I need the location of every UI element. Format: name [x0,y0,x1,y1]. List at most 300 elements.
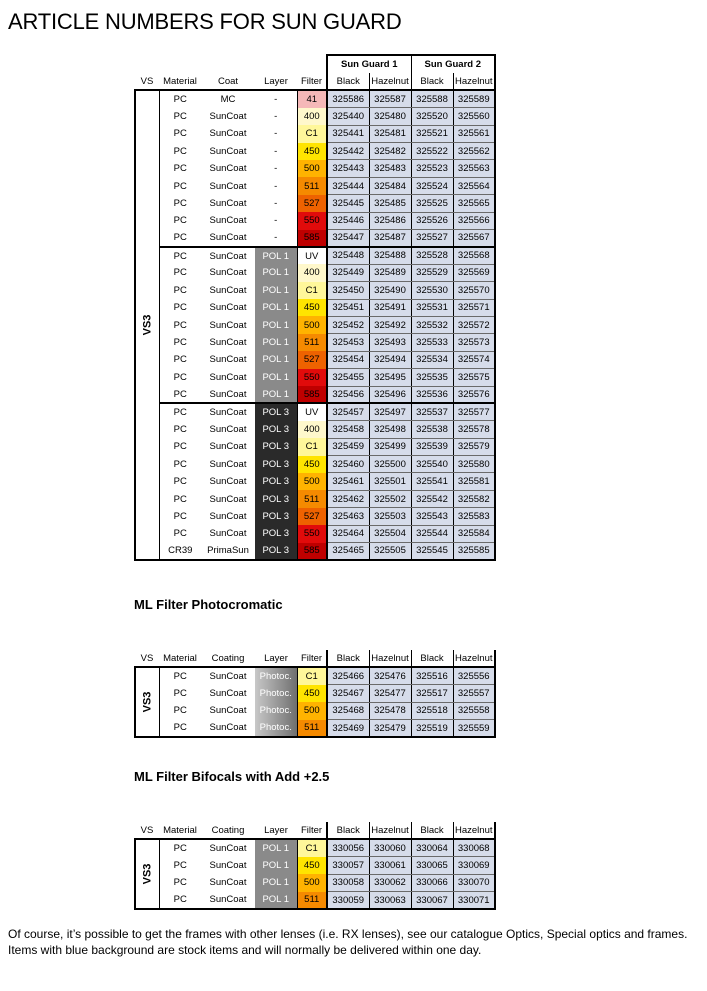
article-number-cell: 330068 [453,839,495,856]
layer-cell: POL 1 [255,386,297,403]
coat-cell: SunCoat [209,319,247,331]
article-number-cell: 330066 [411,874,453,891]
coat-cell: SunCoat [209,493,247,505]
article-number-cell: 325467 [327,685,369,702]
article-number-cell: 325536 [411,386,453,403]
material-cell: PC [173,163,187,175]
article-number-cell: 325586 [327,90,369,107]
coat-cell: SunCoat [201,247,255,264]
material-cell: PC [159,90,201,107]
layer-cell: POL 1 [255,334,297,351]
coat-cell: SunCoat [209,163,247,175]
article-number-cell: 330056 [327,839,369,856]
filter-cell: 41 [297,90,327,107]
layer-cell: POL 1 [255,839,297,856]
column-header-layer: Layer [264,652,288,664]
article-number-cell: 325572 [453,316,495,333]
article-number-cell: 325532 [411,316,453,333]
coat-cell: SunCoat [201,230,255,247]
article-number-cell: 325562 [453,143,495,160]
material-cell: PC [173,319,187,331]
article-number-cell: 325519 [411,720,453,737]
material-cell: PC [173,528,187,540]
material-cell: PC [159,839,201,856]
article-number-cell: 325459 [327,438,369,455]
material-cell: PC [159,720,201,737]
article-number-cell: 325530 [411,282,453,299]
table-row [135,456,495,473]
layer-cell: POL 3 [255,473,297,490]
article-number-cell: 325556 [453,667,495,684]
article-number-cell: 325533 [411,334,453,351]
layer-cell: POL 3 [255,525,297,542]
layer-cell: - [255,230,297,247]
coat-cell: SunCoat [209,705,247,717]
layer-cell: POL 1 [255,351,297,368]
coat-cell: SunCoat [201,667,255,684]
layer-cell: POL 1 [255,299,297,316]
article-number-cell: 325589 [453,90,495,107]
article-number-cell: 325588 [411,90,453,107]
material-cell: PC [173,284,187,296]
layer-cell: Photoc. [255,702,297,719]
filter-cell: 585 [297,543,327,560]
table-row [135,720,495,737]
coat-cell: SunCoat [209,510,247,522]
article-number-cell: 325490 [369,282,411,299]
filter-cell: 450 [297,456,327,473]
article-number-cell: 325583 [453,508,495,525]
article-number-cell: 325581 [453,473,495,490]
article-number-cell: 325527 [411,230,453,247]
article-number-cell: 330062 [369,874,411,891]
article-number-cell: 325539 [411,438,453,455]
article-number-cell: 325560 [453,108,495,125]
table-row [135,299,495,316]
article-number-cell: 325442 [327,143,369,160]
article-number-cell: 325502 [369,490,411,507]
article-number-cell: 325528 [411,247,453,264]
coat-cell: SunCoat [209,441,247,453]
coat-cell: SunCoat [209,458,247,470]
coat-cell: PrimaSun [201,543,255,560]
material-cell: PC [173,877,187,889]
coat-cell: SunCoat [209,859,247,871]
material-cell: PC [173,476,187,488]
table-row [135,892,495,909]
table-row [135,667,495,684]
article-number-cell: 325535 [411,369,453,386]
filter-cell: 511 [297,334,327,351]
filter-cell: 527 [297,351,327,368]
article-number-cell: 325521 [411,125,453,142]
material-cell: PC [159,386,201,403]
coat-cell: SunCoat [201,403,255,420]
bifocals-table [134,822,496,910]
table-row [135,195,495,212]
header-spacer [201,55,255,73]
column-header-coating: Coating [211,652,245,664]
article-number-cell: 325457 [327,403,369,420]
filter-cell: 400 [297,421,327,438]
article-number-cell: 325568 [453,247,495,264]
article-number-cell: 325446 [327,212,369,229]
table-row [135,702,495,719]
material-cell: PC [173,510,187,522]
article-number-cell: 330063 [369,892,411,909]
article-number-cell: 325488 [369,247,411,264]
column-header-layer: Layer [264,75,288,87]
layer-cell: POL 1 [255,264,297,281]
filter-cell: 500 [297,160,327,177]
material-cell: PC [173,180,187,192]
article-number-cell: 325582 [453,490,495,507]
material-cell: PC [173,354,187,366]
article-number-cell: 325469 [327,720,369,737]
article-number-cell: 325571 [453,299,495,316]
article-number-cell: 325525 [411,195,453,212]
material-cell: PC [173,371,187,383]
table-row [135,369,495,386]
layer-cell: Photoc. [255,685,297,702]
column-header-vs: VS [140,652,154,664]
article-number-cell: 325566 [453,212,495,229]
column-header-filter: Filter [297,822,327,839]
material-cell: PC [173,128,187,140]
article-number-cell: 325445 [327,195,369,212]
article-number-cell: 325504 [369,525,411,542]
table-row [135,230,495,247]
material-cell: PC [159,403,201,420]
article-number-cell: 325570 [453,282,495,299]
article-number-cell: 325557 [453,685,495,702]
article-number-cell: 330058 [327,874,369,891]
article-number-cell: 330065 [411,857,453,874]
article-number-cell: 325455 [327,369,369,386]
article-number-cell: 330071 [453,892,495,909]
coat-cell: SunCoat [209,110,247,122]
column-header-vs: VS [140,824,154,836]
table-row [135,247,495,264]
article-number-cell: 325453 [327,334,369,351]
coat-cell: SunCoat [209,267,247,279]
article-number-cell: 325464 [327,525,369,542]
article-number-cell: 325479 [369,720,411,737]
filter-cell: 527 [297,508,327,525]
article-number-cell: 325518 [411,702,453,719]
layer-cell: POL 1 [255,282,297,299]
article-number-cell: 325579 [453,438,495,455]
layer-cell: - [255,90,297,107]
vs-label-text: VS3 [141,691,154,713]
layer-cell: POL 1 [255,247,297,264]
header-spacer [159,55,201,73]
article-number-cell: 330069 [453,857,495,874]
coat-cell: SunCoat [209,284,247,296]
article-number-cell: 325462 [327,490,369,507]
filter-cell: 511 [297,720,327,737]
coat-cell: SunCoat [209,180,247,192]
table-row [135,543,495,560]
layer-cell: POL 3 [255,438,297,455]
layer-cell: POL 3 [255,403,297,420]
article-number-cell: 325452 [327,316,369,333]
article-number-cell: 325584 [453,525,495,542]
article-number-cell: 325456 [327,386,369,403]
article-number-cell: 325545 [411,543,453,560]
coat-cell: SunCoat [209,197,247,209]
header-spacer [297,55,327,73]
article-number-cell: 325544 [411,525,453,542]
article-number-cell: 325541 [411,473,453,490]
article-number-cell: 325585 [453,543,495,560]
filter-cell: C1 [297,438,327,455]
article-number-cell: 325486 [369,212,411,229]
vs-label-text: VS3 [141,314,154,336]
layer-cell: - [274,215,278,227]
header-spacer [135,55,159,73]
layer-cell: - [274,145,278,157]
filter-cell: 527 [297,195,327,212]
layer-cell: - [274,128,278,140]
filter-cell: 550 [297,369,327,386]
article-number-cell: 325523 [411,160,453,177]
vs-label [135,90,159,560]
article-number-cell: 325578 [453,421,495,438]
article-number-cell: 325468 [327,702,369,719]
material-cell: PC [173,110,187,122]
column-header-vs: VS [140,75,154,87]
article-number-cell: 325491 [369,299,411,316]
filter-cell: 500 [297,316,327,333]
article-number-cell: 330060 [369,839,411,856]
article-number-cell: 325540 [411,456,453,473]
filter-cell: 450 [297,143,327,160]
article-number-cell: 325476 [369,667,411,684]
coat-cell: SunCoat [209,687,247,699]
layer-cell: - [274,197,278,209]
table-row [135,90,495,107]
bifocals-title: ML Filter Bifocals with Add +2.5 [134,769,330,784]
coat-cell: SunCoat [209,215,247,227]
material-cell: PC [173,441,187,453]
group-header-1: Sun Guard 1 [327,55,411,73]
article-number-cell: 325517 [411,685,453,702]
article-number-cell: 325477 [369,685,411,702]
article-number-cell: 325447 [327,230,369,247]
article-number-cell: 325444 [327,177,369,194]
article-number-cell: 325494 [369,351,411,368]
article-number-cell: 325461 [327,473,369,490]
coat-cell: MC [201,90,255,107]
table-row [135,438,495,455]
table-row [135,351,495,368]
table-row [135,490,495,507]
layer-cell: POL 3 [255,508,297,525]
layer-cell: POL 1 [255,892,297,909]
table-row [135,685,495,702]
article-number-cell: 325450 [327,282,369,299]
filter-cell: 450 [297,299,327,316]
column-header-filter: Filter [297,73,327,90]
filter-cell: 550 [297,212,327,229]
coat-cell: SunCoat [201,839,255,856]
filter-cell: 550 [297,525,327,542]
layer-cell: POL 1 [255,316,297,333]
article-number-cell: 325580 [453,456,495,473]
article-number-cell: 330061 [369,857,411,874]
article-number-cell: 325576 [453,386,495,403]
table-row [135,212,495,229]
filter-cell: 511 [297,490,327,507]
article-number-cell: 325441 [327,125,369,142]
layer-cell: POL 3 [255,421,297,438]
coat-cell: SunCoat [209,145,247,157]
column-header-hazelnut: Hazelnut [453,650,495,667]
article-number-cell: 325564 [453,177,495,194]
article-number-cell: 325451 [327,299,369,316]
article-number-cell: 325561 [453,125,495,142]
material-cell: PC [173,493,187,505]
article-number-cell: 325466 [327,667,369,684]
article-number-cell: 325498 [369,421,411,438]
column-header-black: Black [327,650,369,667]
layer-cell: - [274,180,278,192]
filter-cell: 585 [297,386,327,403]
article-number-cell: 325448 [327,247,369,264]
article-number-cell: 325493 [369,334,411,351]
article-number-cell: 325460 [327,456,369,473]
column-header-coat: Coat [217,75,239,87]
table-row [135,282,495,299]
layer-cell: POL 3 [255,490,297,507]
column-header-hazelnut: Hazelnut [369,650,411,667]
column-header-hazelnut: Hazelnut [369,822,411,839]
article-number-cell: 325499 [369,438,411,455]
material-cell: PC [159,667,201,684]
coat-cell: SunCoat [209,354,247,366]
article-number-cell: 325487 [369,230,411,247]
column-header-black: Black [411,73,453,90]
header-spacer [255,55,297,73]
column-header-hazelnut: Hazelnut [369,73,411,90]
article-number-cell: 325440 [327,108,369,125]
filter-cell: 500 [297,702,327,719]
layer-cell: POL 3 [255,543,297,560]
column-header-black: Black [411,650,453,667]
article-number-cell: 325443 [327,160,369,177]
column-header-material: Material [163,652,197,664]
article-number-cell: 330070 [453,874,495,891]
article-number-cell: 325559 [453,720,495,737]
article-number-cell: 325489 [369,264,411,281]
coat-cell: SunCoat [201,892,255,909]
column-header-hazelnut: Hazelnut [453,73,495,90]
article-number-cell: 325565 [453,195,495,212]
footnote: Of course, it’s possible to get the frames with other lenses (i.e. RX lenses), see our catalogue Optics, Special optics and frames. Items with blue background are stock items and will normally be delivered within one day. [8,927,688,957]
filter-cell: 500 [297,473,327,490]
filter-cell: 400 [297,108,327,125]
article-number-cell: 325537 [411,403,453,420]
table-row [135,160,495,177]
material-cell: PC [173,859,187,871]
material-cell: PC [173,458,187,470]
coat-cell: SunCoat [209,371,247,383]
article-number-cell: 325503 [369,508,411,525]
article-number-cell: 325463 [327,508,369,525]
article-number-cell: 330064 [411,839,453,856]
material-cell: PC [159,247,201,264]
article-number-cell: 325526 [411,212,453,229]
material-cell: PC [159,230,201,247]
article-number-cell: 325531 [411,299,453,316]
column-header-filter: Filter [297,650,327,667]
article-number-cell: 325500 [369,456,411,473]
material-cell: PC [173,337,187,349]
filter-cell: 500 [297,874,327,891]
photochromatic-table [134,650,496,738]
layer-cell: Photoc. [255,720,297,737]
column-header-black: Black [411,822,453,839]
article-number-cell: 325587 [369,90,411,107]
article-number-cell: 325563 [453,160,495,177]
article-number-cell: 325483 [369,160,411,177]
material-cell: CR39 [159,543,201,560]
article-number-cell: 325543 [411,508,453,525]
article-number-cell: 330067 [411,892,453,909]
table-row [135,264,495,281]
table-row [135,525,495,542]
article-number-cell: 325478 [369,702,411,719]
filter-cell: 450 [297,685,327,702]
coat-cell: SunCoat [209,302,247,314]
layer-cell: Photoc. [255,667,297,684]
article-number-cell: 325482 [369,143,411,160]
coat-cell: SunCoat [201,386,255,403]
article-number-cell: 325542 [411,490,453,507]
column-header-black: Black [327,822,369,839]
layer-cell: POL 1 [255,874,297,891]
table-row [135,386,495,403]
material-cell: PC [173,145,187,157]
article-number-cell: 325492 [369,316,411,333]
table-row [135,473,495,490]
table-row [135,125,495,142]
table-row [135,421,495,438]
article-number-cell: 325485 [369,195,411,212]
column-header-black: Black [327,73,369,90]
coat-cell: SunCoat [209,528,247,540]
material-cell: PC [173,215,187,227]
layer-cell: POL 3 [255,456,297,473]
article-number-cell: 330057 [327,857,369,874]
material-cell: PC [173,424,187,435]
article-number-cell: 325458 [327,421,369,438]
filter-cell: C1 [297,282,327,299]
coat-cell: SunCoat [201,720,255,737]
vs-label [135,839,159,909]
article-number-cell: 325524 [411,177,453,194]
coat-cell: SunCoat [209,128,247,140]
article-number-cell: 325496 [369,386,411,403]
layer-cell: POL 1 [255,857,297,874]
table-row [135,403,495,420]
article-number-cell: 325574 [453,351,495,368]
article-number-cell: 325501 [369,473,411,490]
filter-cell: 450 [297,857,327,874]
article-number-cell: 325558 [453,702,495,719]
table-row [135,874,495,891]
